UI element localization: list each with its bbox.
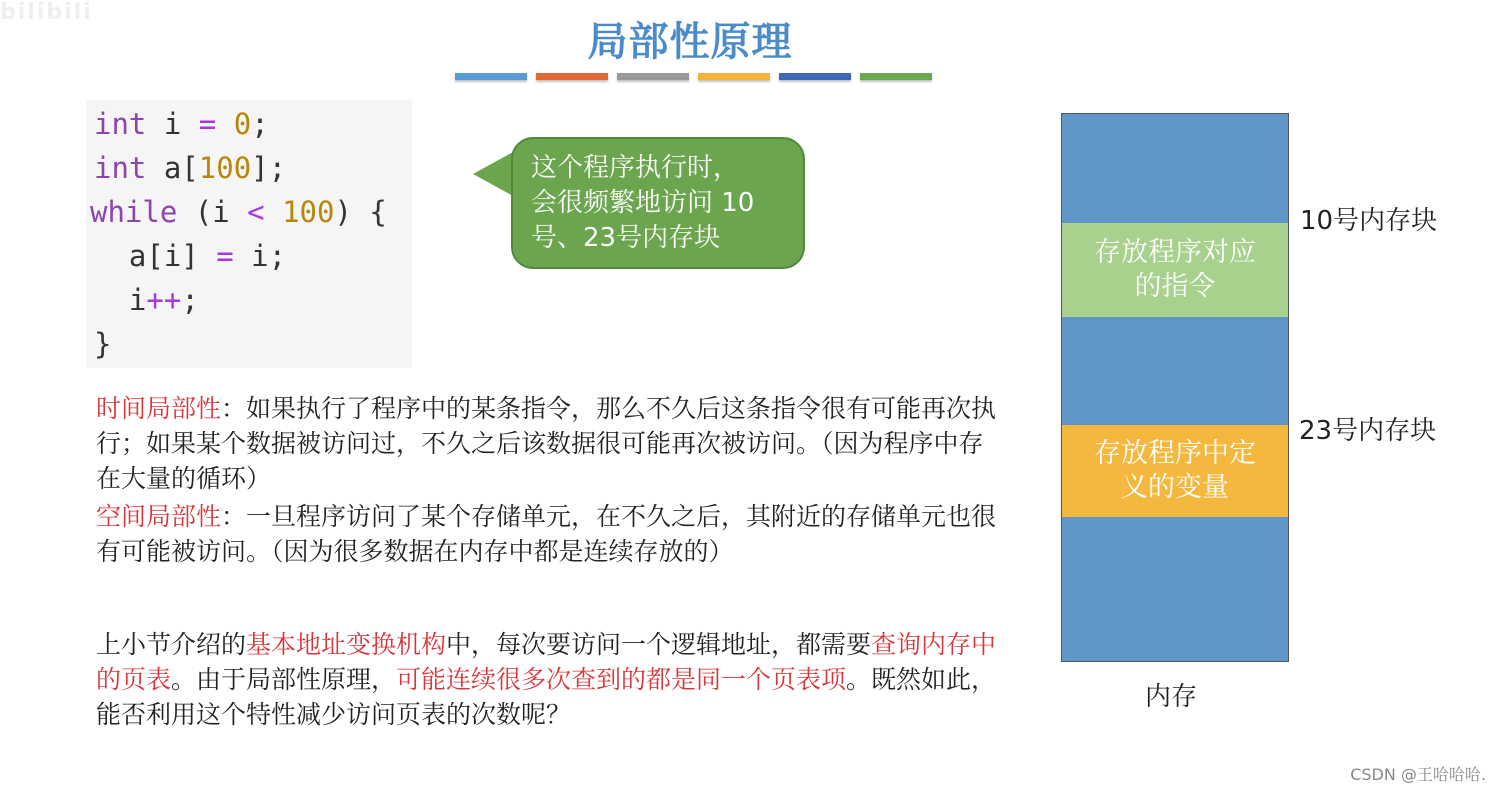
callout-tail <box>473 152 513 196</box>
callout-bubble <box>511 137 805 269</box>
code-line-4: a[i] = i; <box>94 239 287 273</box>
callout-line-2: 会很频繁地访问 10 <box>531 188 755 218</box>
block-23-label: 23号内存块 <box>1299 416 1437 446</box>
block-10-label: 10号内存块 <box>1300 206 1438 236</box>
query-page-table-term: 查询内存中的页表 <box>96 630 997 694</box>
page-title: 局部性原理 <box>587 19 793 65</box>
temporal-locality-paragraph <box>96 391 1006 496</box>
underline-segment-2 <box>536 73 608 80</box>
basic-address-translation-term: 基本地址变换机构 <box>246 630 447 659</box>
memory-label: 内存 <box>1145 682 1198 712</box>
underline-segment-6 <box>860 73 932 80</box>
memory-diagram <box>1061 113 1289 662</box>
underline-segment-1 <box>455 73 527 80</box>
csdn-watermark: CSDN @王哈哈哈. <box>1350 765 1486 784</box>
code-panel <box>86 100 412 368</box>
code-line-2: int a[100]; <box>94 151 287 185</box>
spatial-locality-paragraph <box>96 499 1006 569</box>
code-line-1: int i = 0; <box>94 107 269 141</box>
spatial-locality-term: 空间局部性 <box>96 502 222 531</box>
bilibili-logo: bilibili <box>0 0 93 25</box>
memory-block-10-instructions: 存放程序对应 的指令 <box>1062 223 1288 317</box>
underline-segment-5 <box>779 73 851 80</box>
temporal-locality-text: ：如果执行了程序中的某条指令，那么不久后这条指令很有可能再次执行；如果某个数据被访问过，不久之后该数据很可能再次被访问。（因为程序中存在大量的循环） <box>96 394 997 493</box>
underline-segment-3 <box>617 73 689 80</box>
summary-paragraph: 上小节介绍的基本地址变换机构中，每次要访问一个逻辑地址，都需要查询内存中的页表。由于局部性原理，可能连续很多次查到的都是同一个页表项。既然如此，能否利用这个特性减少访问页表的次数呢？ <box>96 630 997 729</box>
memory-block-23-variables: 存放程序中定 义的变量 <box>1062 425 1288 517</box>
title-underline-bar <box>455 73 932 80</box>
code-line-5: i++; <box>94 283 199 317</box>
callout-line-1: 这个程序执行时， <box>531 153 740 183</box>
temporal-locality-term: 时间局部性 <box>96 394 222 423</box>
spatial-locality-text: ：一旦程序访问了某个存储单元，在不久之后，其附近的存储单元也很有可能被访问。（因为很多数据在内存中都是连续存放的） <box>96 502 997 566</box>
same-page-entry-term: 可能连续很多次查到的都是同一个页表项 <box>396 665 847 694</box>
code-line-3: while (i < 100) { <box>90 195 387 229</box>
underline-segment-4 <box>698 73 770 80</box>
code-line-6: } <box>94 327 112 361</box>
callout-line-3: 号、23号内存块 <box>531 223 721 253</box>
